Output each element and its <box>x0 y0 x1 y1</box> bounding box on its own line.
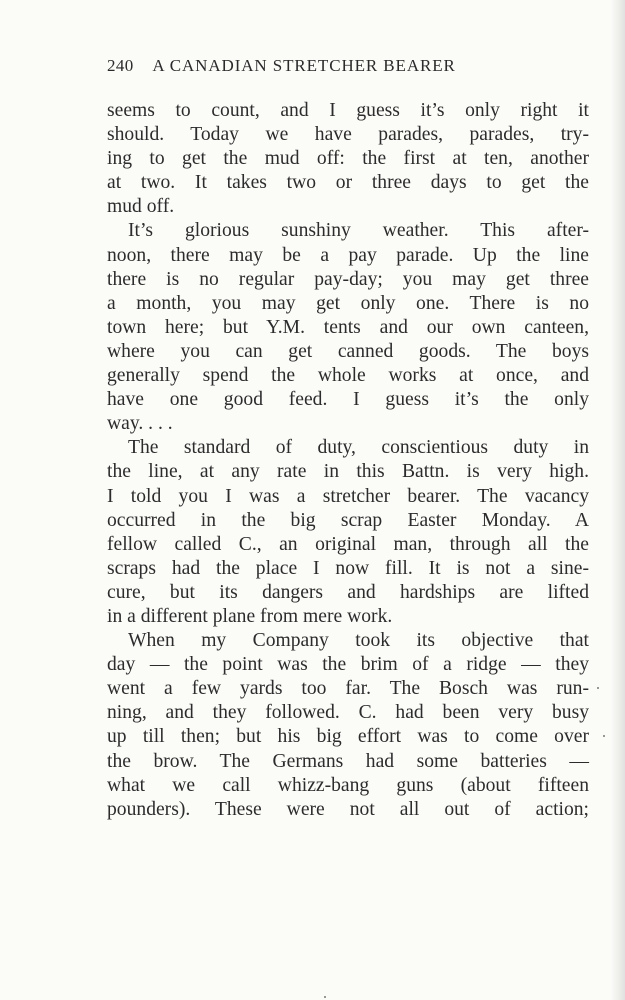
text-line: there is no regular pay-day; you may get three <box>107 268 589 290</box>
text-line: the line, at any rate in this Battn. is very high. <box>107 461 589 483</box>
text-line: up till then; but his big effort was to come over <box>107 726 589 748</box>
page-header <box>107 56 527 76</box>
page-number: 240 <box>107 56 134 75</box>
text-line: fellow called C., an original man, through all the <box>107 533 589 555</box>
text-line: way. . . . <box>107 413 173 435</box>
text-line: town here; but Y.M. tents and our own canteen, <box>107 316 589 338</box>
text-line: mud off. <box>107 196 175 218</box>
text-line: in a different plane from mere work. <box>107 605 393 627</box>
text-line: what we call whizz-bang guns (about fifteen <box>107 774 589 796</box>
text-line: day — the point was the brim of a ridge — they <box>107 654 589 676</box>
text-line: the brow. The Germans had some batteries — <box>107 750 589 772</box>
running-title: A CANADIAN STRETCHER BEARER <box>152 56 456 75</box>
text-line: When my Company took its objective that <box>128 630 589 652</box>
speck-mark <box>597 687 599 689</box>
text-line: should. Today we have parades, parades, try- <box>107 124 589 146</box>
text-line: generally spend the whole works at once, and <box>107 365 589 387</box>
page-edge-shadow <box>611 0 625 1000</box>
text-line: have one good feed. I guess it’s the only <box>107 389 589 411</box>
text-line: I told you I was a stretcher bearer. The vacancy <box>107 485 589 507</box>
speck-mark <box>603 735 605 737</box>
text-line: a month, you may get only one. There is no <box>107 292 589 314</box>
text-line: occurred in the big scrap Easter Monday. A <box>107 509 589 531</box>
text-line: at two. It takes two or three days to get the <box>107 172 589 194</box>
text-line: noon, there may be a pay parade. Up the line <box>107 244 589 266</box>
speck-mark <box>324 996 326 998</box>
text-line: where you can get canned goods. The boys <box>107 340 589 362</box>
text-line: The standard of duty, conscientious duty in <box>128 437 589 459</box>
text-line: It’s glorious sunshiny weather. This after- <box>128 220 589 242</box>
text-line: pounders). These were not all out of action; <box>107 798 589 820</box>
text-line: cure, but its dangers and hardships are lifted <box>107 581 589 603</box>
text-line: seems to count, and I guess it’s only right it <box>107 100 589 121</box>
body-text <box>107 99 589 822</box>
text-line: went a few yards too far. The Bosch was run- <box>107 678 589 700</box>
text-line: scraps had the place I now fill. It is not a sine- <box>107 557 589 579</box>
text-line: ing to get the mud off: the first at ten, another <box>107 148 589 170</box>
text-line: ning, and they followed. C. had been very busy <box>107 702 589 724</box>
